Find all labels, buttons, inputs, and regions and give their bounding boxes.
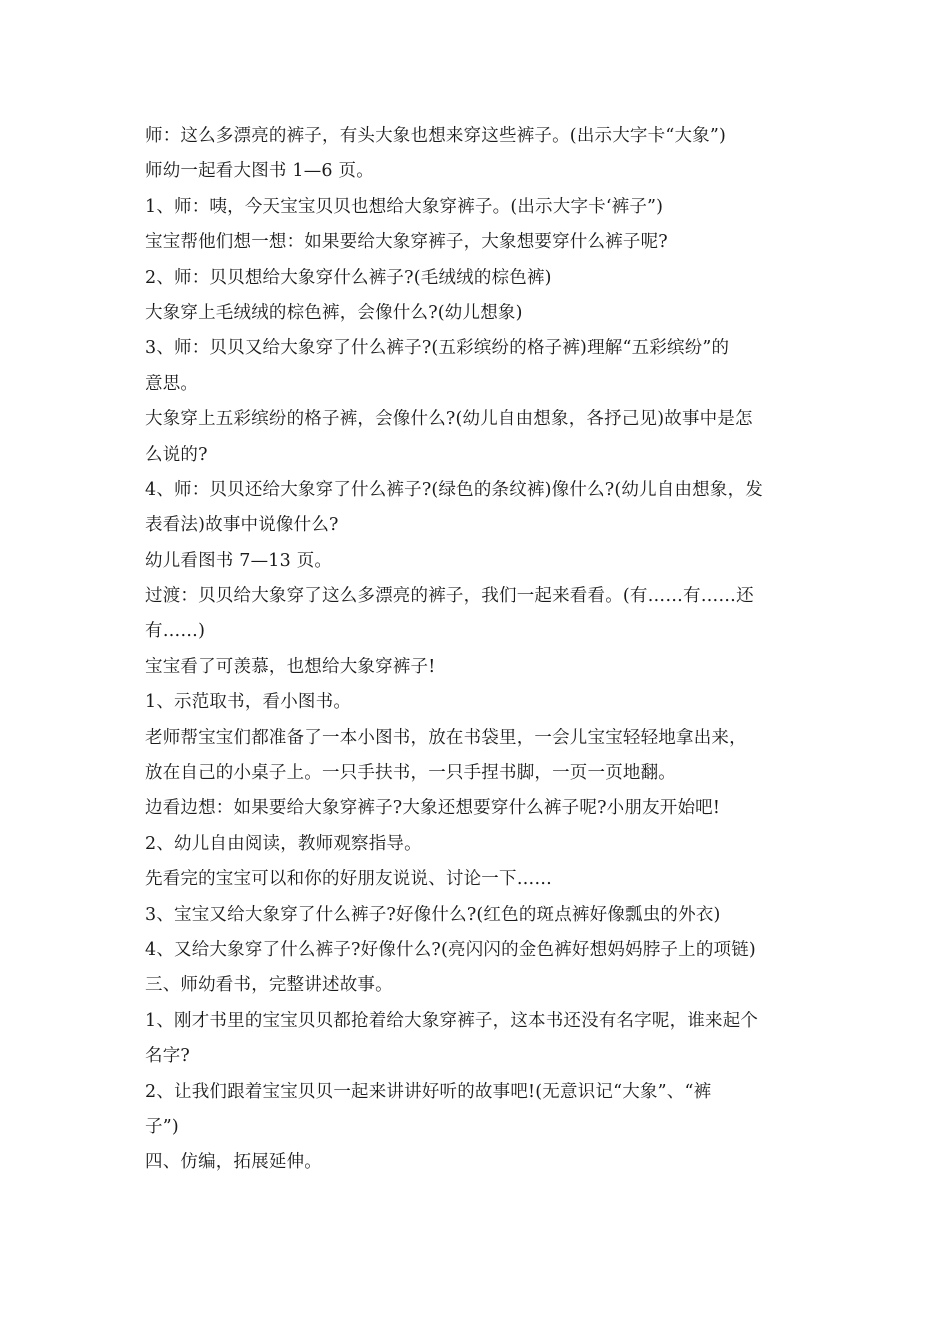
text-line: 师：这么多漂亮的裤子，有头大象也想来穿这些裤子。(出示大字卡“大象”) bbox=[145, 126, 727, 146]
text-line: 3、师：贝贝又给大象穿了什么裤子?(五彩缤纷的格子裤)理解“五彩缤纷”的 bbox=[145, 338, 730, 359]
text-line: 大象穿上毛绒绒的棕色裤，会像什么?(幼儿想象) bbox=[145, 302, 523, 323]
text-line: 2、师：贝贝想给大象穿什么裤子?(毛绒绒的棕色裤) bbox=[145, 267, 552, 288]
text-line: 宝宝看了可羡慕，也想给大象穿裤子! bbox=[145, 656, 436, 677]
text-line: 么说的? bbox=[145, 444, 208, 465]
text-line: 4、师：贝贝还给大象穿了什么裤子?(绿色的条纹裤)像什么?(幼儿自由想象，发 bbox=[145, 479, 763, 500]
text-line: 2、让我们跟着宝宝贝贝一起来讲讲好听的故事吧!(无意识记“大象”、“裤 bbox=[145, 1081, 712, 1102]
text-line: 幼儿看图书 7—13 页。 bbox=[145, 550, 333, 571]
text-line: 老师帮宝宝们都准备了一本小图书，放在书袋里，一会儿宝宝轻轻地拿出来， bbox=[145, 727, 747, 748]
text-line: 宝宝帮他们想一想：如果要给大象穿裤子，大象想要穿什么裤子呢? bbox=[145, 232, 668, 253]
text-line: 有……) bbox=[145, 621, 206, 642]
text-line: 1、刚才书里的宝宝贝贝都抢着给大象穿裤子，这本书还没有名字呢，谁来起个 bbox=[145, 1010, 759, 1031]
document-body bbox=[145, 119, 813, 1181]
text-line: 放在自己的小桌子上。一只手扶书，一只手捏书脚，一页一页地翻。 bbox=[145, 763, 676, 784]
text-line: 过渡：贝贝给大象穿了这么多漂亮的裤子，我们一起来看看。(有……有……还 bbox=[145, 586, 754, 607]
text-line: 子”) bbox=[145, 1116, 179, 1137]
text-line: 意思。 bbox=[145, 373, 199, 394]
text-line: 2、幼儿自由阅读，教师观察指导。 bbox=[145, 833, 422, 854]
text-line: 师幼一起看大图书 1—6 页。 bbox=[145, 161, 374, 182]
text-line: 表看法)故事中说像什么? bbox=[145, 515, 339, 536]
text-line: 边看边想：如果要给大象穿裤子?大象还想要穿什么裤子呢?小朋友开始吧! bbox=[145, 798, 721, 819]
text-line: 1、示范取书，看小图书。 bbox=[145, 692, 352, 713]
section-heading: 四、仿编，拓展延伸。 bbox=[145, 1152, 322, 1173]
text-line: 1、师：咦，今天宝宝贝贝也想给大象穿裤子。(出示大字卡‘裤子”) bbox=[145, 196, 664, 217]
section-heading: 三、师幼看书，完整讲述故事。 bbox=[145, 975, 393, 996]
text-line: 先看完的宝宝可以和你的好朋友说说、讨论一下…… bbox=[145, 869, 553, 890]
text-line: 大象穿上五彩缤纷的格子裤，会像什么?(幼儿自由想象，各抒己见)故事中是怎 bbox=[145, 409, 753, 430]
text-line: 名字? bbox=[145, 1046, 190, 1067]
text-line: 4、又给大象穿了什么裤子?好像什么?(亮闪闪的金色裤好想妈妈脖子上的项链) bbox=[145, 939, 756, 960]
text-line: 3、宝宝又给大象穿了什么裤子?好像什么?(红色的斑点裤好像瓢虫的外衣) bbox=[145, 904, 721, 925]
